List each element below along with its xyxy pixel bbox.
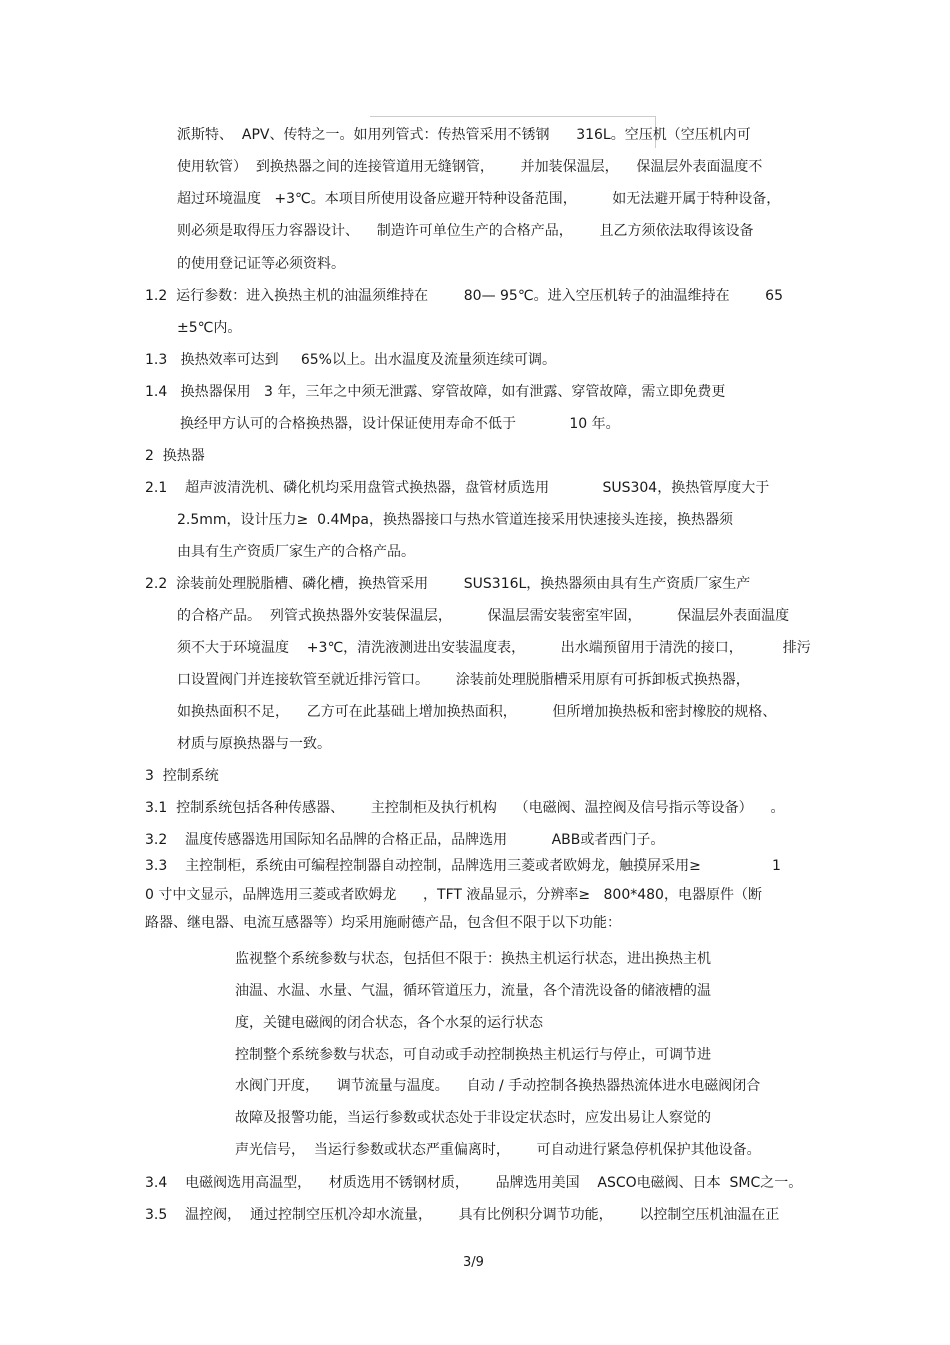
- page-number: 3/9: [463, 1255, 484, 1270]
- indented-line: 度，关键电磁阀的闭合状态，各个水泵的运行状态: [235, 1015, 543, 1031]
- text-line: ±5℃内。: [177, 320, 242, 336]
- clause-1-2: 1.2 运行参数：进入换热主机的油温须维持在 80— 95℃。进入空压机转子的油温维持在 65: [145, 288, 783, 304]
- indented-line: 水阀门开度， 调节流量与温度。 自动 / 手动控制各换热器热流体进水电磁阀闭合: [235, 1078, 761, 1094]
- text-line: 须不大于环境温度 +3℃，清洗液测进出安装温度表， 出水端预留用于清洗的接口， 排污: [177, 640, 811, 656]
- clause-3-2: 3.2 温度传感器选用国际知名品牌的合格正品，品牌选用 ABB或者西门子。: [145, 832, 665, 848]
- section-heading-3: 3 控制系统: [145, 768, 219, 784]
- indented-line: 声光信号， 当运行参数或状态严重偏离时， 可自动进行紧急停机保护其他设备。: [235, 1142, 761, 1158]
- indented-line: 控制整个系统参数与状态，可自动或手动控制换热主机运行与停止，可调节进: [235, 1047, 711, 1063]
- clause-1-3: 1.3 换热效率可达到 65%以上。出水温度及流量须连续可调。: [145, 352, 556, 368]
- clause-2-2: 2.2 涂装前处理脱脂槽、磷化槽，换热管采用 SUS316L，换热器须由具有生产资质厂家生产: [145, 576, 751, 592]
- clause-1-4: 1.4 换热器保用 3 年，三年之中须无泄露、穿管故障，如有泄露、穿管故障，需立即免费更: [145, 384, 726, 400]
- clause-3-1: 3.1 控制系统包括各种传感器、 主控制柜及执行机构 （电磁阀、温控阀及信号指示等设备） 。: [145, 800, 785, 816]
- text-line: 由具有生产资质厂家生产的合格产品。: [177, 544, 415, 560]
- text-line: 派斯特、 APV、传特之一。如用列管式：传热管采用不锈钢 316L。空压机（空压机内可: [177, 127, 751, 143]
- text-line: 0 寸中文显示，品牌选用三菱或者欧姆龙 ，TFT 液晶显示，分辨率≥ 800*480，电器原件（断: [145, 887, 762, 903]
- text-line: 2.5mm，设计压力≥ 0.4Mpa，换热器接口与热水管道连接采用快速接头连接，换热器须: [177, 512, 733, 528]
- indented-line: 故障及报警功能，当运行参数或状态处于非设定状态时，应发出易让人察觉的: [235, 1110, 711, 1126]
- clause-3-3: 3.3 主控制柜，系统由可编程控制器自动控制，品牌选用三菱或者欧姆龙，触摸屏采用≥ 1: [145, 858, 781, 874]
- clause-3-5: 3.5 温控阀， 通过控制空压机冷却水流量， 具有比例积分调节功能， 以控制空压机油温在正: [145, 1207, 780, 1223]
- indented-line: 油温、水温、水量、气温，循环管道压力，流量，各个清洗设备的储液槽的温: [235, 983, 711, 999]
- section-heading-2: 2 换热器: [145, 448, 205, 464]
- text-line: 材质与原换热器与一致。: [177, 736, 331, 752]
- clause-2-1: 2.1 超声波清洗机、磷化机均采用盘管式换热器，盘管材质选用 SUS304，换热管厚度大于: [145, 480, 770, 496]
- header-rule: [370, 116, 655, 117]
- text-line: 换经甲方认可的合格换热器，设计保证使用寿命不低于 10 年。: [180, 416, 620, 432]
- text-line: 则必须是取得压力容器设计、 制造许可单位生产的合格产品， 且乙方须依法取得该设备: [177, 223, 754, 239]
- text-line: 使用软管） 到换热器之间的连接管道用无缝钢管， 并加装保温层， 保温层外表面温度不: [177, 159, 763, 175]
- indented-line: 监视整个系统参数与状态，包括但不限于：换热主机运行状态，进出换热主机: [235, 951, 711, 967]
- text-line: 超过环境温度 +3℃。本项目所使用设备应避开特种设备范围， 如无法避开属于特种设备，: [177, 191, 781, 207]
- text-line: 的合格产品。 列管式换热器外安装保温层， 保温层需安装密室牢固， 保温层外表面温度: [177, 608, 790, 624]
- text-line: 的使用登记证等必须资料。: [177, 256, 345, 272]
- text-line: 口设置阀门并连接软管至就近排污管口。 涂装前处理脱脂槽采用原有可拆卸板式换热器，: [177, 672, 750, 688]
- clause-3-4: 3.4 电磁阀选用高温型， 材质选用不锈钢材质， 品牌选用美国 ASCO电磁阀、日本 SMC之一。: [145, 1175, 803, 1191]
- text-line: 如换热面积不足， 乙方可在此基础上增加换热面积， 但所增加换热板和密封橡胶的规格、: [177, 704, 777, 720]
- text-line: 路器、继电器、电流互感器等）均采用施耐德产品，包含但不限于以下功能：: [145, 915, 621, 931]
